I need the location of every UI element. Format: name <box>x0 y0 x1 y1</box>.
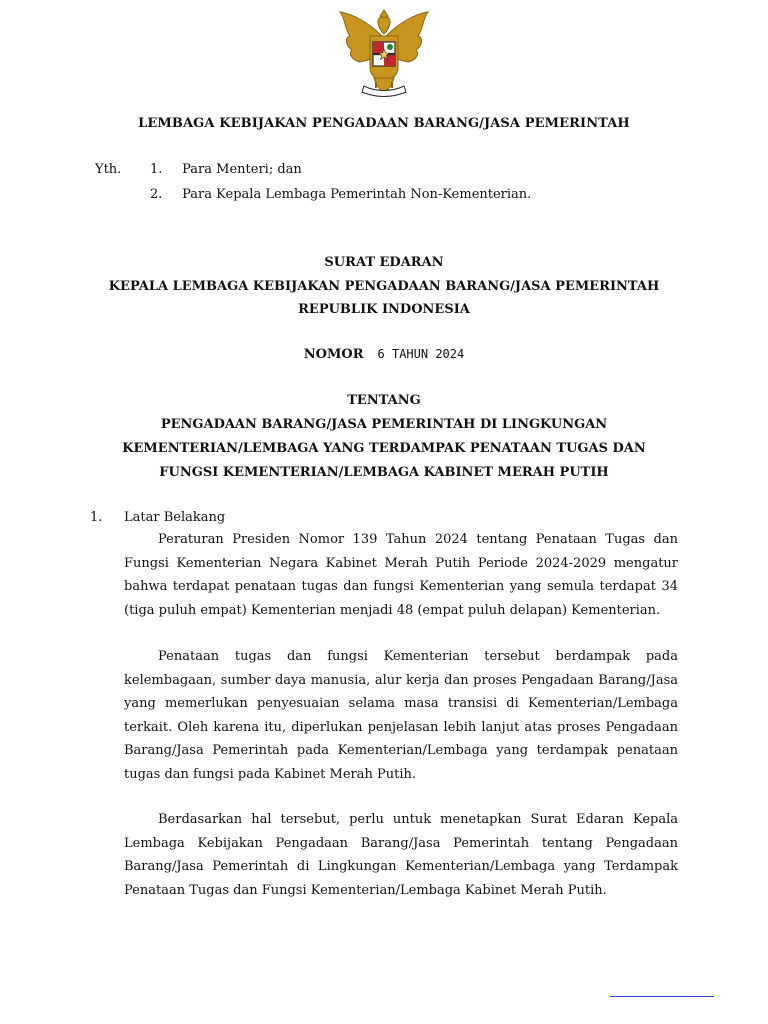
country-title: REPUBLIK INDONESIA <box>298 302 470 317</box>
section-heading <box>90 510 225 525</box>
footer-link-underline[interactable] <box>610 996 714 997</box>
document-type-title: SURAT EDARAN <box>324 255 444 270</box>
document-number <box>0 347 768 362</box>
garuda-emblem-icon <box>332 6 436 102</box>
section-number: 1. <box>90 510 103 525</box>
document-number-label: NOMOR <box>303 347 364 362</box>
body-paragraph: Penataan tugas dan fungsi Kementerian tersebut berdampak pada kelembagaan, sumber daya manusia, alur kerja dan proses Pengadaan Barang/Jasa yang memerlukan penyesuaian selama masa transisi di Kementerian/Lembaga terkait. Oleh karena itu, diperlukan penjelasan lebih lanjut atas proses Pengadaan Barang/Jasa Pemerintah pada Kementerian/Lembaga yang terdampak penataan tugas dan fungsi pada Kabinet Merah Putih. <box>124 649 678 782</box>
addressee-label: Yth. <box>95 162 122 177</box>
subject-line: PENGADAAN BARANG/JASA PEMERINTAH DI LINGKUNGAN <box>160 417 608 432</box>
document-number-value: 6 TAHUN 2024 <box>377 347 465 361</box>
addressee-item <box>150 162 302 177</box>
subject-line: FUNGSI KEMENTERIAN/LEMBAGA KABINET MERAH PUTIH <box>159 465 609 480</box>
addressee-item-text: Para Menteri; dan <box>182 162 302 177</box>
body-paragraph: Peraturan Presiden Nomor 139 Tahun 2024 tentang Penataan Tugas dan Fungsi Kementerian Negara Kabinet Merah Putih Periode 2024-2029 mengatur bahwa terdapat penataan tugas dan fungsi Kementerian yang semula terdapat 34 (tiga puluh empat) Kementerian menjadi 48 (empat puluh delapan) Kementerian. <box>124 532 678 618</box>
addressee-item-text: Para Kepala Lembaga Pemerintah Non-Kementerian. <box>182 187 532 202</box>
subject-line: KEMENTERIAN/LEMBAGA YANG TERDAMPAK PENATAAN TUGAS DAN <box>122 441 646 456</box>
subject-heading: TENTANG <box>347 393 421 408</box>
body-paragraph: Berdasarkan hal tersebut, perlu untuk menetapkan Surat Edaran Kepala Lembaga Kebijakan Pengadaan Barang/Jasa Pemerintah tentang Pengadaan Barang/Jasa Pemerintah di Lingkungan Kementerian/Lembaga yang Terdampak Penataan Tugas dan Fungsi Kementerian/Lembaga Kabinet Merah Putih. <box>124 812 678 898</box>
addressee-item <box>150 187 531 202</box>
section-title: Latar Belakang <box>124 510 226 525</box>
addressee-item-number: 1. <box>150 162 163 177</box>
addressee-item-number: 2. <box>150 187 163 202</box>
issuer-title: KEPALA LEMBAGA KEBIJAKAN PENGADAAN BARANG/JASA PEMERINTAH <box>108 279 660 294</box>
organization-title: LEMBAGA KEBIJAKAN PENGADAAN BARANG/JASA PEMERINTAH <box>138 116 630 131</box>
